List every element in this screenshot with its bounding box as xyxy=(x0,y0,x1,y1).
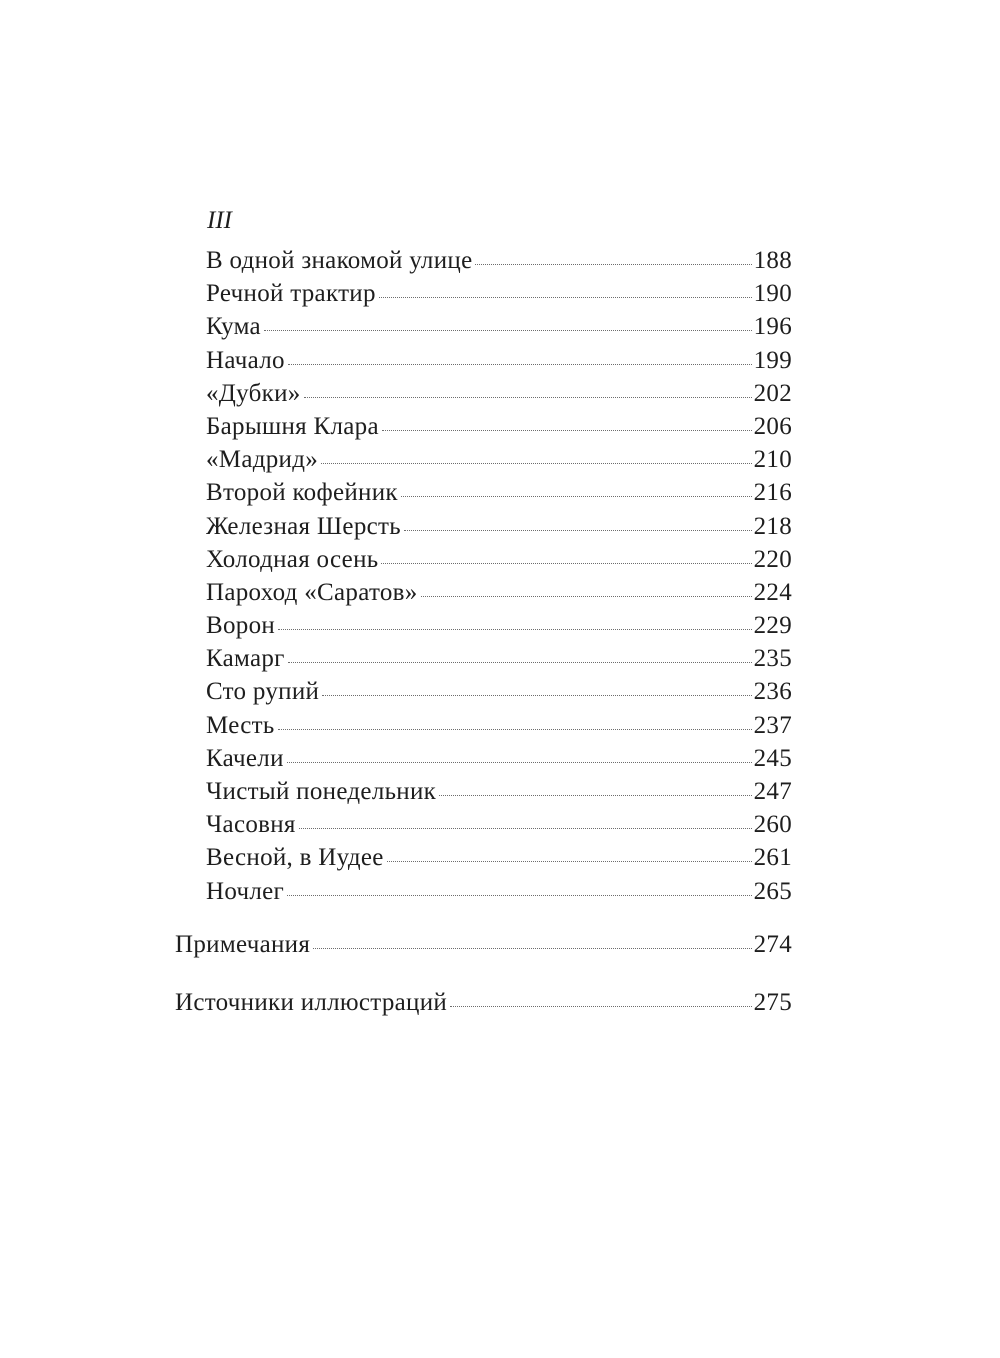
toc-entry[interactable] xyxy=(206,310,792,343)
toc-entry[interactable] xyxy=(206,775,792,808)
toc-entry-title: Начало xyxy=(206,346,285,374)
dot-leader xyxy=(450,1006,752,1007)
toc-entry-page: 237 xyxy=(753,711,792,739)
dot-leader xyxy=(288,364,752,365)
toc-entry-title: Речной трактир xyxy=(206,280,376,308)
dot-leader xyxy=(401,496,752,497)
dot-leader xyxy=(278,729,752,730)
toc-list xyxy=(206,244,792,908)
toc-entry-title: Чистый понедельник xyxy=(206,778,437,805)
toc-entry-title: Часовня xyxy=(206,811,296,839)
toc-entry-page: 247 xyxy=(753,778,792,805)
dot-leader xyxy=(382,430,752,431)
toc-entry[interactable] xyxy=(206,576,792,609)
dot-leader xyxy=(299,828,752,829)
dot-leader xyxy=(404,530,752,531)
toc-entry-title: Пароход «Саратов» xyxy=(206,578,418,606)
toc-entry-page: 265 xyxy=(753,877,792,905)
toc-entry-title: Месть xyxy=(206,711,275,739)
toc-entry-page: 196 xyxy=(753,313,792,341)
toc-entry[interactable] xyxy=(206,510,792,543)
toc-entry-title: Ночлег xyxy=(206,877,285,905)
toc-entry-title: Ворон xyxy=(206,612,276,640)
toc-entry-page: 245 xyxy=(753,744,792,772)
toc-entry[interactable] xyxy=(206,609,792,642)
toc-entry-page: 218 xyxy=(753,512,792,540)
toc-entry[interactable] xyxy=(206,244,792,277)
toc-entry-page: 190 xyxy=(753,280,792,308)
toc-entry-page: 224 xyxy=(753,578,792,606)
toc-entry[interactable] xyxy=(206,875,792,908)
toc-entry-title: Весной, в Иудее xyxy=(206,844,384,872)
toc-entry[interactable] xyxy=(206,642,792,675)
toc-entry[interactable] xyxy=(206,377,792,410)
toc-entry-title: «Дубки» xyxy=(206,379,301,407)
dot-leader xyxy=(264,330,752,331)
back-matter-page: 275 xyxy=(753,989,792,1016)
toc-entry-title: Сто рупий xyxy=(206,678,320,706)
toc-entry-page: 216 xyxy=(753,479,792,507)
toc-entry[interactable] xyxy=(206,675,792,708)
toc-entry[interactable] xyxy=(206,476,792,509)
dot-leader xyxy=(313,948,751,949)
section-heading: III xyxy=(207,207,232,234)
dot-leader xyxy=(287,762,752,763)
dot-leader xyxy=(439,795,751,796)
dot-leader xyxy=(381,563,751,564)
toc-entry[interactable] xyxy=(206,277,792,310)
dot-leader xyxy=(278,629,752,630)
toc-entry-page: 220 xyxy=(753,545,792,573)
toc-entry[interactable] xyxy=(206,808,792,841)
toc-entry-page: 236 xyxy=(753,678,792,706)
back-matter-list xyxy=(175,928,792,1019)
toc-entry-title: В одной знакомой улице xyxy=(206,247,473,274)
toc-entry-title: Второй кофейник xyxy=(206,479,398,507)
toc-entry-page: 199 xyxy=(753,346,792,374)
toc-entry-title: Качели xyxy=(206,744,284,772)
dot-leader xyxy=(304,397,752,398)
toc-entry-title: Холодная осень xyxy=(206,545,379,573)
back-matter-title: Источники иллюстраций xyxy=(175,989,448,1016)
dot-leader xyxy=(421,596,752,597)
dot-leader xyxy=(287,895,751,896)
toc-entry-title: Кума xyxy=(206,313,261,341)
toc-entry-title: Барышня Клара xyxy=(206,412,379,440)
dot-leader xyxy=(288,662,752,663)
toc-entry-page: 188 xyxy=(753,247,792,274)
toc-entry-page: 202 xyxy=(753,379,792,407)
toc-entry[interactable] xyxy=(206,543,792,576)
dot-leader xyxy=(321,463,752,464)
toc-entry[interactable] xyxy=(206,709,792,742)
toc-entry-title: «Мадрид» xyxy=(206,446,319,474)
toc-entry-title: Железная Шерсть xyxy=(206,512,401,540)
toc-entry[interactable] xyxy=(206,344,792,377)
back-matter-title: Примечания xyxy=(175,931,311,958)
toc-entry-page: 261 xyxy=(753,844,792,872)
dot-leader xyxy=(379,297,752,298)
toc-entry[interactable] xyxy=(206,410,792,443)
toc-entry-page: 229 xyxy=(753,612,792,640)
toc-entry[interactable] xyxy=(206,443,792,476)
toc-entry-page: 210 xyxy=(753,446,792,474)
toc-entry-page: 260 xyxy=(753,811,792,839)
dot-leader xyxy=(387,861,752,862)
toc-entry[interactable] xyxy=(206,841,792,874)
back-matter-entry-illustration-sources[interactable] xyxy=(175,986,792,1019)
toc-entry-page: 235 xyxy=(753,645,792,673)
dot-leader xyxy=(475,264,751,265)
back-matter-entry-notes[interactable] xyxy=(175,928,792,961)
toc-entry-page: 206 xyxy=(753,412,792,440)
toc-entry[interactable] xyxy=(206,742,792,775)
back-matter-page: 274 xyxy=(753,931,792,958)
dot-leader xyxy=(322,695,751,696)
toc-entry-title: Камарг xyxy=(206,645,285,673)
